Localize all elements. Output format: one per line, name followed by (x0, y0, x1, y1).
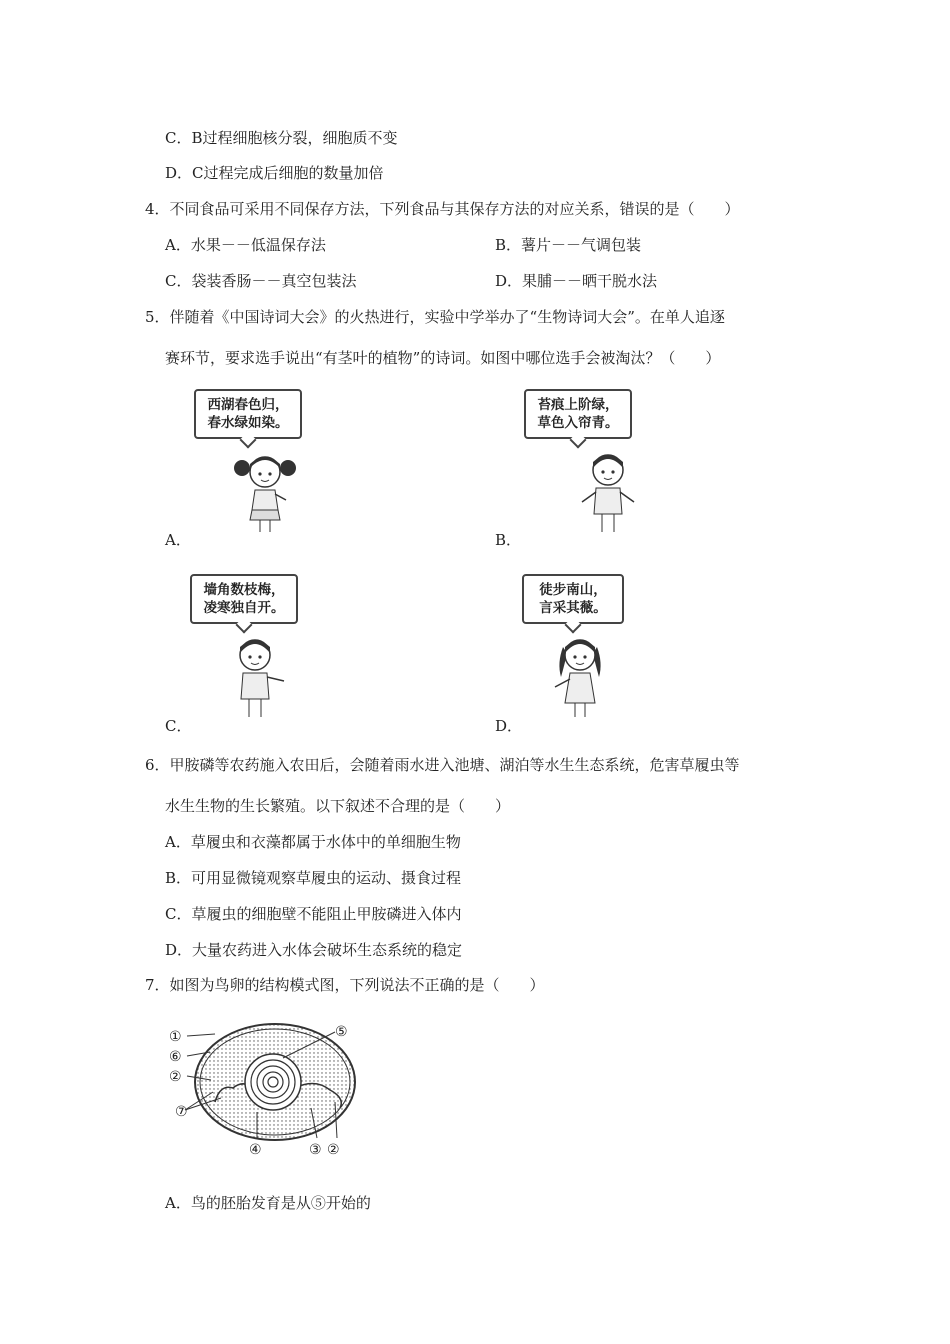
q6-option-d: D．大量农药进入水体会破坏生态系统的稳定 (165, 941, 463, 959)
poem-bubble-b (524, 389, 632, 439)
egg-label: ② (327, 1142, 340, 1158)
egg-label: ① (169, 1029, 182, 1045)
choice-label-d: D． (495, 717, 523, 735)
choice-label-c: C． (165, 717, 192, 735)
girl-pigtails-icon (230, 448, 300, 534)
q6-option-c: C．草履虫的细胞壁不能阻止甲胺磷进入体内 (165, 905, 462, 923)
poem-line: 徒步南山， (539, 582, 607, 598)
q6-option-a: A．草履虫和衣藻都属于水体中的单细胞生物 (165, 833, 461, 851)
q4-option-d: D．果脯－－晒干脱水法 (495, 272, 658, 290)
egg-label: ⑥ (169, 1049, 182, 1065)
poem-bubble-a (194, 389, 302, 439)
q6-option-b: B．可用显微镜观察草履虫的运动、摄食过程 (165, 869, 462, 887)
q5-stem-line1: 5．伴随着《中国诗词大会》的火热进行，实验中学举办了“生物诗词大会”。在单人追逐 (145, 308, 725, 326)
egg-label: ② (169, 1069, 182, 1085)
girl-curly-icon (545, 633, 625, 719)
choice-label-b: B． (495, 531, 522, 549)
q3-option-d: D．C过程完成后细胞的数量加倍 (165, 164, 384, 182)
choice-label-a: A． (165, 531, 191, 549)
egg-label: ④ (249, 1142, 262, 1158)
poem-line: 西湖春色归， (207, 397, 289, 413)
egg-label: ③ (309, 1142, 322, 1158)
q6-stem-line1: 6．甲胺磷等农药施入农田后，会随着雨水进入池塘、湖泊等水生生态系统，危害草履虫等 (145, 756, 740, 774)
q4-stem: 4．不同食品可采用不同保存方法，下列食品与其保存方法的对应关系，错误的是（ ） (145, 200, 740, 218)
q5-stem-line2: 赛环节，要求选手说出“有茎叶的植物”的诗词。如图中哪位选手会被淘汰？（ ） (165, 349, 721, 367)
boy-icon (568, 448, 648, 534)
boy-icon (220, 633, 300, 719)
q4-option-b: B．薯片－－气调包装 (495, 236, 642, 254)
poem-line: 墙角数枝梅， (203, 582, 285, 598)
egg-label: ⑤ (335, 1024, 348, 1040)
q4-option-a: A．水果－－低温保存法 (165, 236, 326, 254)
q4-option-c: C．袋装香肠－－真空包装法 (165, 272, 357, 290)
q7-option-a: A．鸟的胚胎发育是从⑤开始的 (165, 1194, 371, 1212)
poem-bubble-c (190, 574, 298, 624)
poem-line: 苔痕上阶绿， (537, 397, 619, 413)
poem-line: 春水绿如染。 (207, 415, 289, 431)
poem-line: 草色入帘青。 (537, 415, 619, 431)
q3-option-c: C．B过程细胞核分裂，细胞质不变 (165, 129, 398, 147)
poem-line: 凌寒独自开。 (203, 600, 285, 616)
poem-bubble-d (522, 574, 624, 624)
q7-stem: 7．如图为鸟卵的结构模式图，下列说法不正确的是（ ） (145, 976, 545, 994)
egg-label: ⑦ (175, 1104, 188, 1120)
bird-egg-diagram (165, 1012, 365, 1162)
q6-stem-line2: 水生生物的生长繁殖。以下叙述不合理的是（ ） (165, 797, 511, 815)
poem-line: 言采其薇。 (539, 600, 607, 616)
